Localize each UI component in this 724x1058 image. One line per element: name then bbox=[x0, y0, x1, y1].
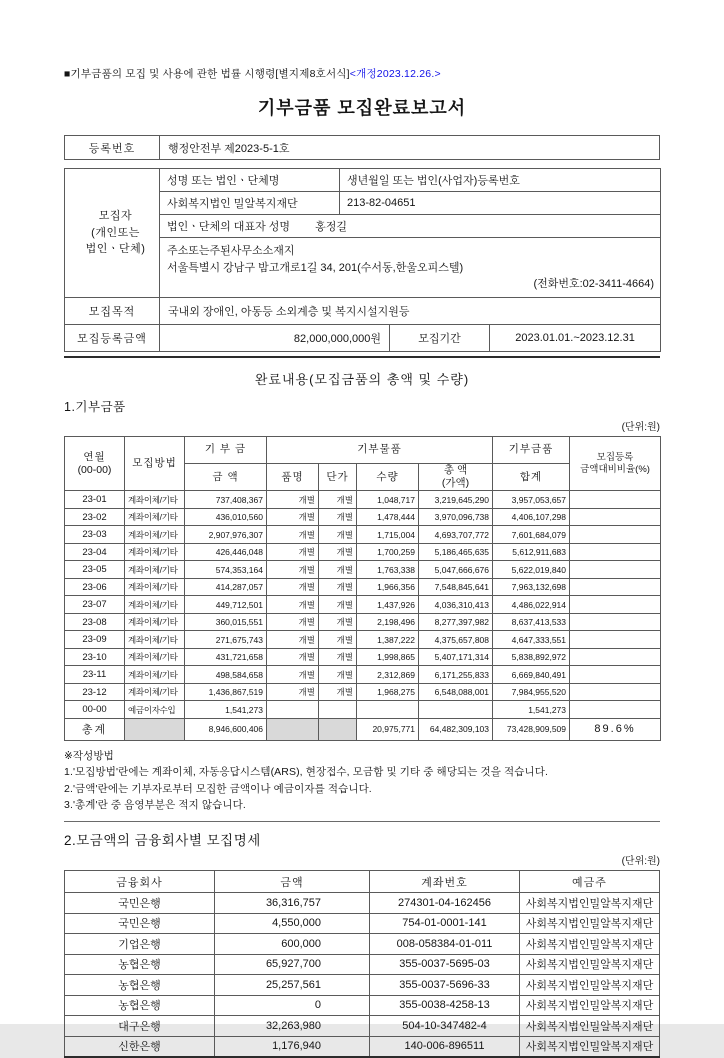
collector-header-row bbox=[65, 169, 661, 192]
completion-section-title: 완료내용(모집금품의 총액 및 수량) bbox=[254, 372, 470, 387]
quantity-cell: 1,966,356 bbox=[357, 578, 419, 596]
address-label: 주소또는주된사무소소재지 bbox=[167, 245, 295, 258]
header-donated-goods: 기부물품 bbox=[267, 437, 493, 464]
method-cell: 계좌이체/기타 bbox=[125, 613, 185, 631]
amount-cell: 737,408,367 bbox=[185, 491, 267, 509]
donation-row bbox=[65, 508, 661, 526]
header-donation-money: 기 부 금 bbox=[185, 437, 267, 464]
account-holder-cell: 사회복지법인밀알복지재단 bbox=[520, 975, 660, 996]
donation-row bbox=[65, 613, 661, 631]
writing-instructions bbox=[64, 748, 660, 814]
item-name-cell: 개별 bbox=[267, 526, 319, 544]
registration-number-table bbox=[64, 135, 660, 160]
account-holder-cell: 사회복지법인밀알복지재단 bbox=[520, 913, 660, 934]
month-cell: 23-11 bbox=[65, 666, 125, 684]
month-cell: 23-06 bbox=[65, 578, 125, 596]
total-value-cell: 8,277,397,982 bbox=[419, 613, 493, 631]
method-cell: 계좌이체/기타 bbox=[125, 666, 185, 684]
amendment-date: <개정2023.12.26.> bbox=[349, 68, 441, 80]
amount-cell: 574,353,164 bbox=[185, 561, 267, 579]
period-value: 2023.01.01.~2023.12.31 bbox=[490, 325, 661, 352]
bank-row bbox=[65, 934, 660, 955]
quantity-cell: 1,048,717 bbox=[357, 491, 419, 509]
purpose-row bbox=[65, 298, 661, 325]
collector-info-table bbox=[64, 168, 661, 352]
amount-cell: 360,015,551 bbox=[185, 613, 267, 631]
regno-header-cell: 생년월일 또는 법인(사업자)등록번호 bbox=[340, 169, 661, 192]
item-name-cell: 개별 bbox=[267, 578, 319, 596]
donation-row bbox=[65, 596, 661, 614]
sum-cell: 6,669,840,491 bbox=[493, 666, 570, 684]
registration-row bbox=[65, 136, 660, 160]
header-amount: 금 액 bbox=[185, 464, 267, 491]
bank-row bbox=[65, 954, 660, 975]
quantity-cell: 1,478,444 bbox=[357, 508, 419, 526]
ratio-cell bbox=[570, 631, 661, 649]
registration-value: 행정안전부 제2023-5-1호 bbox=[160, 136, 660, 160]
registered-amount-row bbox=[65, 325, 661, 352]
total-item-name-cell bbox=[267, 718, 319, 740]
ratio-cell bbox=[570, 508, 661, 526]
ratio-cell bbox=[570, 596, 661, 614]
unit-label-1: (단위:원) bbox=[621, 422, 660, 433]
sum-cell: 4,406,107,298 bbox=[493, 508, 570, 526]
name-header-cell: 성명 또는 법인ㆍ단체명 bbox=[160, 169, 340, 192]
bank-detail-table bbox=[64, 870, 660, 1058]
method-cell: 계좌이체/기타 bbox=[125, 631, 185, 649]
item-name-cell: 개별 bbox=[267, 491, 319, 509]
quantity-cell: 1,437,926 bbox=[357, 596, 419, 614]
subsection2-title: 2.모금액의 금융회사별 모집명세 bbox=[64, 833, 261, 849]
item-name-cell: 개별 bbox=[267, 683, 319, 701]
quantity-cell: 1,387,222 bbox=[357, 631, 419, 649]
total-value-cell: 5,407,171,314 bbox=[419, 648, 493, 666]
bank-row bbox=[65, 1036, 660, 1057]
method-cell: 예금이자수입 bbox=[125, 701, 185, 719]
item-name-cell: 개별 bbox=[267, 648, 319, 666]
donation-row bbox=[65, 683, 661, 701]
month-cell: 23-04 bbox=[65, 543, 125, 561]
total-method-cell bbox=[125, 718, 185, 740]
total-value-cell: 4,693,707,772 bbox=[419, 526, 493, 544]
account-number-cell: 355-0038-4258-13 bbox=[370, 995, 520, 1016]
total-unit-price-cell bbox=[319, 718, 357, 740]
address-value: 서울특별시 강남구 밤고개로1길 34, 201(수서동,한울오피스텔) bbox=[167, 261, 464, 274]
header-account-holder: 예금주 bbox=[520, 871, 660, 893]
donation-row bbox=[65, 491, 661, 509]
ratio-cell bbox=[570, 578, 661, 596]
amount-cell: 431,721,658 bbox=[185, 648, 267, 666]
unit-price-cell: 개별 bbox=[319, 526, 357, 544]
account-holder-cell: 사회복지법인밀알복지재단 bbox=[520, 1036, 660, 1057]
total-quantity-cell: 20,975,771 bbox=[357, 718, 419, 740]
total-value-cell: 3,219,645,290 bbox=[419, 491, 493, 509]
sum-cell: 4,647,333,551 bbox=[493, 631, 570, 649]
unit-price-cell bbox=[319, 701, 357, 719]
address-cell bbox=[160, 238, 661, 298]
bank-amount-cell: 36,316,757 bbox=[215, 893, 370, 914]
unit-price-cell: 개별 bbox=[319, 631, 357, 649]
donation-table-header bbox=[65, 437, 661, 491]
bank-name-cell: 국민은행 bbox=[65, 893, 215, 914]
bank-row bbox=[65, 975, 660, 996]
bank-name-cell: 농협은행 bbox=[65, 954, 215, 975]
header-ratio: 모집등록 금액대비비율(%) bbox=[570, 437, 661, 491]
total-value-cell: 6,548,088,001 bbox=[419, 683, 493, 701]
unit-price-cell: 개별 bbox=[319, 596, 357, 614]
representative-cell bbox=[160, 215, 661, 238]
bank-table-header bbox=[65, 871, 660, 893]
method-cell: 계좌이체/기타 bbox=[125, 683, 185, 701]
account-holder-cell: 사회복지법인밀알복지재단 bbox=[520, 893, 660, 914]
registered-amount-value: 82,000,000,000원 bbox=[160, 325, 390, 352]
ratio-cell bbox=[570, 648, 661, 666]
legal-reference-line bbox=[64, 66, 660, 81]
donation-row bbox=[65, 701, 661, 719]
method-cell: 계좌이체/기타 bbox=[125, 508, 185, 526]
donation-row bbox=[65, 543, 661, 561]
method-cell: 계좌이체/기타 bbox=[125, 491, 185, 509]
quantity-cell: 1,715,004 bbox=[357, 526, 419, 544]
total-value-cell: 3,970,096,738 bbox=[419, 508, 493, 526]
donation-row bbox=[65, 526, 661, 544]
sum-cell: 7,601,684,079 bbox=[493, 526, 570, 544]
donation-total-row bbox=[65, 718, 661, 740]
header-account-number: 계좌번호 bbox=[370, 871, 520, 893]
ratio-cell bbox=[570, 701, 661, 719]
total-sum-cell: 73,428,909,509 bbox=[493, 718, 570, 740]
note-2: 2.'금액'란에는 기부자로부터 모집한 금액이나 예금이자를 적습니다. bbox=[64, 782, 372, 795]
unit-price-cell: 개별 bbox=[319, 543, 357, 561]
header-month: 연월 (00-00) bbox=[65, 437, 125, 491]
bank-row bbox=[65, 1016, 660, 1037]
bank-amount-cell: 4,550,000 bbox=[215, 913, 370, 934]
method-cell: 계좌이체/기타 bbox=[125, 561, 185, 579]
quantity-cell: 1,998,865 bbox=[357, 648, 419, 666]
ratio-cell bbox=[570, 543, 661, 561]
unit-price-cell: 개별 bbox=[319, 578, 357, 596]
header-item-name: 품명 bbox=[267, 464, 319, 491]
account-holder-cell: 사회복지법인밀알복지재단 bbox=[520, 954, 660, 975]
header-sum: 합계 bbox=[493, 464, 570, 491]
amount-cell: 1,436,867,519 bbox=[185, 683, 267, 701]
item-name-cell: 개별 bbox=[267, 561, 319, 579]
bank-amount-cell: 65,927,700 bbox=[215, 954, 370, 975]
item-name-cell: 개별 bbox=[267, 666, 319, 684]
donation-table-body bbox=[65, 491, 661, 741]
bank-name-cell: 농협은행 bbox=[65, 995, 215, 1016]
bank-amount-cell: 25,257,561 bbox=[215, 975, 370, 996]
bank-amount-cell: 600,000 bbox=[215, 934, 370, 955]
representative-name: 홍정길 bbox=[315, 221, 347, 233]
account-number-cell: 355-0037-5696-33 bbox=[370, 975, 520, 996]
registered-amount-label: 모집등록금액 bbox=[65, 325, 160, 352]
quantity-cell bbox=[357, 701, 419, 719]
total-ratio-cell: 89.6% bbox=[570, 718, 661, 740]
item-name-cell: 개별 bbox=[267, 596, 319, 614]
quantity-cell: 2,312,869 bbox=[357, 666, 419, 684]
header-bank: 금융회사 bbox=[65, 871, 215, 893]
amount-cell: 436,010,560 bbox=[185, 508, 267, 526]
item-name-cell: 개별 bbox=[267, 508, 319, 526]
account-number-cell: 754-01-0001-141 bbox=[370, 913, 520, 934]
total-value-cell bbox=[419, 701, 493, 719]
quantity-cell: 1,700,259 bbox=[357, 543, 419, 561]
collector-name-cell: 사회복지법인 밀알복지재단 bbox=[160, 192, 340, 215]
quantity-cell: 1,968,275 bbox=[357, 683, 419, 701]
month-cell: 23-02 bbox=[65, 508, 125, 526]
sum-cell: 5,622,019,840 bbox=[493, 561, 570, 579]
collector-label-line3: 법인ㆍ단체) bbox=[85, 243, 146, 256]
ratio-cell bbox=[570, 613, 661, 631]
donation-row bbox=[65, 631, 661, 649]
bank-name-cell: 신한은행 bbox=[65, 1036, 215, 1057]
quantity-cell: 1,763,338 bbox=[357, 561, 419, 579]
donation-row bbox=[65, 561, 661, 579]
unit-price-cell: 개별 bbox=[319, 491, 357, 509]
sum-cell: 5,612,911,683 bbox=[493, 543, 570, 561]
amount-cell: 1,541,273 bbox=[185, 701, 267, 719]
unit-price-cell: 개별 bbox=[319, 666, 357, 684]
section-divider bbox=[64, 356, 660, 358]
account-holder-cell: 사회복지법인밀알복지재단 bbox=[520, 934, 660, 955]
unit-price-cell: 개별 bbox=[319, 508, 357, 526]
collector-label bbox=[65, 169, 160, 298]
subsection1-title: 1.기부금품 bbox=[64, 400, 126, 414]
item-name-cell: 개별 bbox=[267, 543, 319, 561]
header-quantity: 수량 bbox=[357, 464, 419, 491]
bank-table-body bbox=[65, 893, 660, 1057]
donation-row bbox=[65, 666, 661, 684]
quantity-cell: 2,198,496 bbox=[357, 613, 419, 631]
method-cell: 계좌이체/기타 bbox=[125, 648, 185, 666]
method-cell: 계좌이체/기타 bbox=[125, 578, 185, 596]
amount-cell: 498,584,658 bbox=[185, 666, 267, 684]
bank-row bbox=[65, 913, 660, 934]
period-label: 모집기간 bbox=[390, 325, 490, 352]
month-cell: 23-09 bbox=[65, 631, 125, 649]
legal-reference-text: ■기부금품의 모집 및 사용에 관한 법률 시행령[별지제8호서식] bbox=[64, 68, 350, 80]
collector-label-line2: (개인또는 bbox=[91, 226, 140, 239]
unit-price-cell: 개별 bbox=[319, 613, 357, 631]
total-value-cell: 4,036,310,413 bbox=[419, 596, 493, 614]
account-number-cell: 355-0037-5695-03 bbox=[370, 954, 520, 975]
bank-name-cell: 기업은행 bbox=[65, 934, 215, 955]
total-amount-cell: 8,946,600,406 bbox=[185, 718, 267, 740]
month-cell: 23-01 bbox=[65, 491, 125, 509]
sum-cell: 8,637,413,533 bbox=[493, 613, 570, 631]
unit-price-cell: 개별 bbox=[319, 648, 357, 666]
unit-price-cell: 개별 bbox=[319, 683, 357, 701]
amount-cell: 2,907,976,307 bbox=[185, 526, 267, 544]
registration-label: 등록번호 bbox=[65, 136, 160, 160]
sum-cell: 1,541,273 bbox=[493, 701, 570, 719]
header-donation-total: 기부금품 bbox=[493, 437, 570, 464]
unit-price-cell: 개별 bbox=[319, 561, 357, 579]
total-value-cell: 5,047,666,676 bbox=[419, 561, 493, 579]
account-number-cell: 140-006-896511 bbox=[370, 1036, 520, 1057]
month-cell: 23-05 bbox=[65, 561, 125, 579]
collector-label-line1: 모집자 bbox=[98, 210, 133, 223]
total-label-cell: 총계 bbox=[65, 718, 125, 740]
purpose-label: 모집목적 bbox=[65, 298, 160, 325]
note-1: 1.'모집방법'란에는 계좌이체, 자동응답시스템(ARS), 현장접수, 모금함 및 기타 중 해당되는 것을 적습니다. bbox=[64, 766, 548, 779]
account-holder-cell: 사회복지법인밀알복지재단 bbox=[520, 1016, 660, 1037]
bank-name-cell: 농협은행 bbox=[65, 975, 215, 996]
collector-regno-cell: 213-82-04651 bbox=[340, 192, 661, 215]
method-cell: 계좌이체/기타 bbox=[125, 543, 185, 561]
bank-name-cell: 대구은행 bbox=[65, 1016, 215, 1037]
month-cell: 00-00 bbox=[65, 701, 125, 719]
phone-number: (전화번호:02-3411-4664) bbox=[533, 278, 655, 291]
notes-title: ※작성방법 bbox=[64, 749, 114, 762]
ratio-cell bbox=[570, 683, 661, 701]
month-cell: 23-10 bbox=[65, 648, 125, 666]
bank-row bbox=[65, 893, 660, 914]
amount-cell: 271,675,743 bbox=[185, 631, 267, 649]
header-unit-price: 단가 bbox=[319, 464, 357, 491]
sum-cell: 7,984,955,520 bbox=[493, 683, 570, 701]
account-number-cell: 008-058384-01-011 bbox=[370, 934, 520, 955]
purpose-value: 국내외 장애인, 아동등 소외계층 및 복지시설지원등 bbox=[160, 298, 661, 325]
bank-amount-cell: 32,263,980 bbox=[215, 1016, 370, 1037]
note-3: 3.'총계'란 중 음영부분은 적지 않습니다. bbox=[64, 799, 246, 812]
ratio-cell bbox=[570, 561, 661, 579]
sum-cell: 3,957,053,657 bbox=[493, 491, 570, 509]
donation-row bbox=[65, 578, 661, 596]
item-name-cell: 개별 bbox=[267, 631, 319, 649]
total-value-cell: 5,186,465,635 bbox=[419, 543, 493, 561]
account-number-cell: 274301-04-162456 bbox=[370, 893, 520, 914]
account-holder-cell: 사회복지법인밀알복지재단 bbox=[520, 995, 660, 1016]
total-value-cell: 7,548,845,641 bbox=[419, 578, 493, 596]
amount-cell: 449,712,501 bbox=[185, 596, 267, 614]
item-name-cell bbox=[267, 701, 319, 719]
total-value-cell: 6,171,255,833 bbox=[419, 666, 493, 684]
sum-cell: 7,963,132,698 bbox=[493, 578, 570, 596]
representative-label: 법인ㆍ단체의 대표자 성명 bbox=[167, 221, 290, 233]
sum-cell: 5,838,892,972 bbox=[493, 648, 570, 666]
ratio-cell bbox=[570, 526, 661, 544]
month-cell: 23-08 bbox=[65, 613, 125, 631]
bank-row bbox=[65, 995, 660, 1016]
sum-cell: 4,486,022,914 bbox=[493, 596, 570, 614]
donation-row bbox=[65, 648, 661, 666]
header-total-value: 총 액 (가액) bbox=[419, 464, 493, 491]
method-cell: 계좌이체/기타 bbox=[125, 596, 185, 614]
header-method: 모집방법 bbox=[125, 437, 185, 491]
document-title: 기부금품 모집완료보고서 bbox=[257, 98, 467, 118]
month-cell: 23-07 bbox=[65, 596, 125, 614]
ratio-cell bbox=[570, 491, 661, 509]
total-value-total-cell: 64,482,309,103 bbox=[419, 718, 493, 740]
month-cell: 23-12 bbox=[65, 683, 125, 701]
account-number-cell: 504-10-347482-4 bbox=[370, 1016, 520, 1037]
bank-amount-cell: 0 bbox=[215, 995, 370, 1016]
total-value-cell: 4,375,657,808 bbox=[419, 631, 493, 649]
method-cell: 계좌이체/기타 bbox=[125, 526, 185, 544]
ratio-cell bbox=[570, 666, 661, 684]
bank-amount-cell: 1,176,940 bbox=[215, 1036, 370, 1057]
amount-cell: 426,446,048 bbox=[185, 543, 267, 561]
unit-label-2: (단위:원) bbox=[621, 856, 660, 868]
month-cell: 23-03 bbox=[65, 526, 125, 544]
header-bank-amount: 금액 bbox=[215, 871, 370, 893]
donation-summary-table bbox=[64, 436, 661, 741]
item-name-cell: 개별 bbox=[267, 613, 319, 631]
amount-cell: 414,287,057 bbox=[185, 578, 267, 596]
section2-divider bbox=[64, 821, 660, 822]
bank-name-cell: 국민은행 bbox=[65, 913, 215, 934]
